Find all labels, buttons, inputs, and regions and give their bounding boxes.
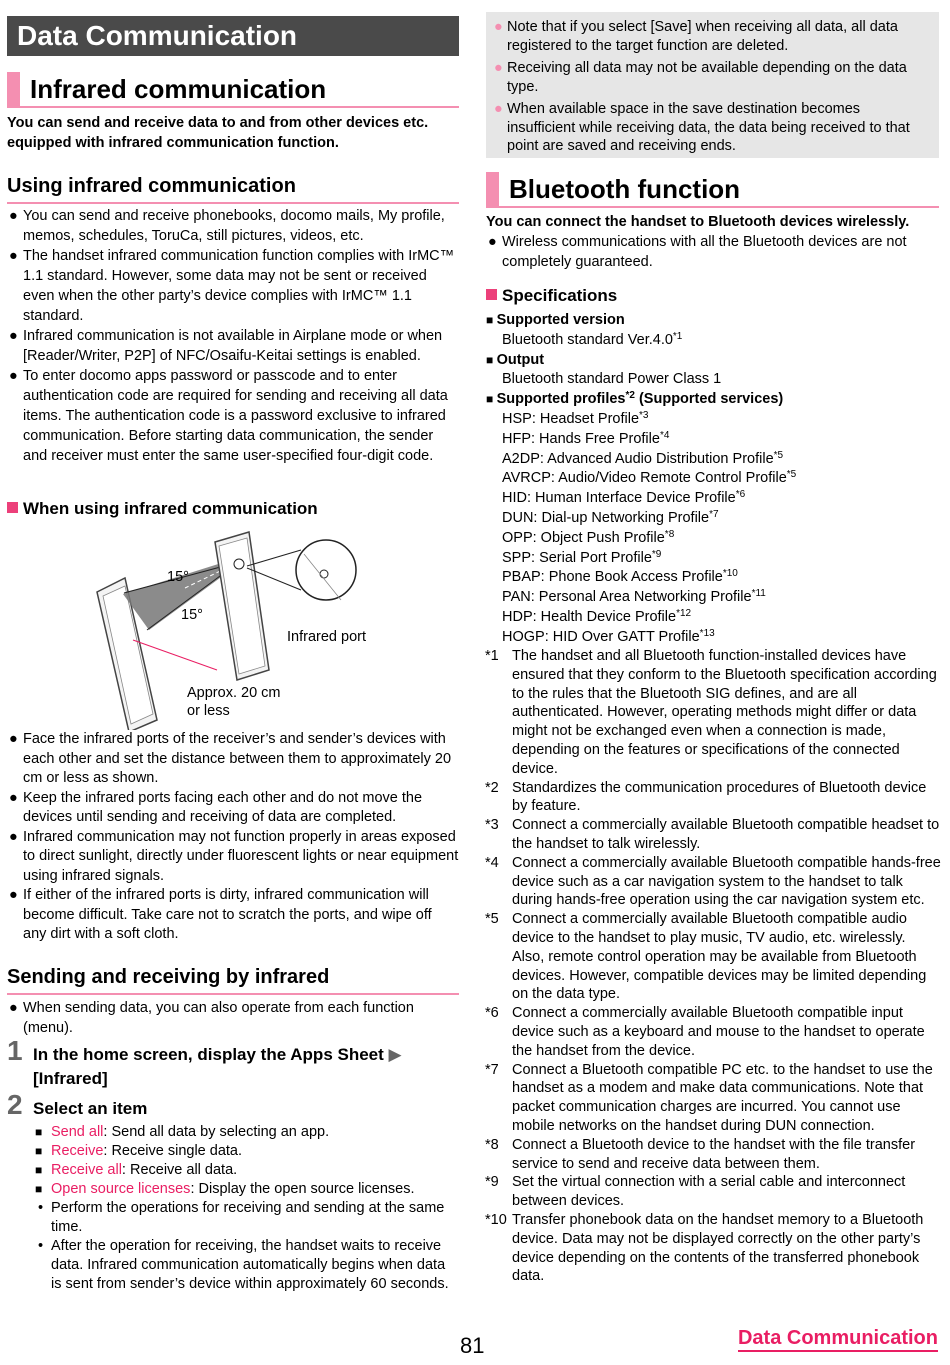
pink-square-icon bbox=[7, 502, 18, 513]
footnotes-list bbox=[486, 647, 941, 1286]
heading-sending-receiving: Sending and receiving by infrared bbox=[7, 966, 459, 995]
infrared-port-label: Infrared port bbox=[287, 629, 366, 645]
list-item: ● Infrared communication is not available in Airplane mode or when [Reader/Writer, P2P] of NFC/Osaifu-Keitai settings is enabled. bbox=[9, 328, 443, 364]
list-item: ● If either of the infrared ports is dirty, infrared communication will become difficult. Take care not to scratch the ports, and wipe off any dirt with a soft cloth. bbox=[9, 887, 432, 942]
bluetooth-lead: You can connect the handset to Bluetooth devices wirelessly. bbox=[486, 214, 910, 230]
step-number: 2 bbox=[7, 1089, 23, 1120]
angle-label-bottom: 15° bbox=[181, 607, 203, 623]
option-send-all[interactable]: ■ Send all: Send all data by selecting an app. bbox=[35, 1124, 330, 1140]
spec-version-value: Bluetooth standard Ver.4.0$^{*1}$ bbox=[502, 330, 683, 348]
profile-item: HSP: Headset Profile$^{*3}$ bbox=[502, 409, 649, 427]
footnote: *7 Connect a Bluetooth compatible PC etc. to the handset to use the handset as a modem and make data communications. Note that packet communication charges are incurred. You cannot use mobile networks on the handset during DUN connection. bbox=[485, 1061, 933, 1134]
profile-item: HOGP: HID Over GATT Profile$^{*13}$ bbox=[502, 627, 715, 645]
spec-output-value: Bluetooth standard Power Class 1 bbox=[502, 371, 722, 388]
profile-item: PAN: Personal Area Networking Profile$^{*11}$ bbox=[502, 588, 766, 606]
footnote: *4 Connect a commercially available Bluetooth compatible hands-free device such as a car navigation system to the handset to talk during hands-free operation using the car navigation system etc. bbox=[485, 854, 941, 909]
option-receive[interactable]: ■ Receive: Receive single data. bbox=[35, 1143, 243, 1159]
sending-list bbox=[7, 998, 459, 1038]
distance-label: Approx. 20 cm or less bbox=[187, 685, 281, 719]
note-item: ● Receiving all data may not be available depending on the data type. bbox=[494, 60, 907, 95]
profile-item: SPP: Serial Port Profile$^{*9}$ bbox=[502, 548, 662, 566]
step-number: 1 bbox=[7, 1035, 23, 1066]
list-item: ● Wireless communications with all the Bluetooth devices are not completely guaranteed. bbox=[488, 234, 907, 270]
angle-label-top: 15° bbox=[167, 569, 189, 585]
profile-item: HID: Human Interface Device Profile$^{*6}$ bbox=[502, 489, 746, 507]
arrow-right-icon: ▶ bbox=[388, 1045, 402, 1064]
footnote: *8 Connect a Bluetooth device to the handset with the file transfer service to send and receive data between them. bbox=[485, 1136, 916, 1172]
distance-line bbox=[133, 640, 217, 670]
heading-specifications: Specifications bbox=[486, 286, 617, 306]
option-list bbox=[35, 1123, 459, 1294]
spec-profiles-label: ■ Supported profiles$^{*2}$ (Supported services) bbox=[486, 390, 784, 408]
footnote: *2 Standardizes the communication procedures of Bluetooth device by feature. bbox=[485, 779, 927, 815]
footnote: *9 Set the virtual connection with a serial cable and interconnect between devices. bbox=[485, 1174, 906, 1210]
option-receive-all[interactable]: ■ Receive all: Receive all data. bbox=[35, 1162, 238, 1178]
list-item: ● The handset infrared communication function complies with IrMC™ 1.1 standard. However, some data may not be sent or received even when the other party’s device complies with IrMC™ 1.1 standard. bbox=[9, 248, 455, 324]
list-item: ● To enter docomo apps password or passcode and to enter authentication code are required for sending and receiving all data items. The authentication code is a password exclusive to infrared communication. Before starting data communication, the sender and receiver must enter the same user-specified four-digit code. bbox=[9, 368, 448, 464]
spec-version-label: ■ Supported version bbox=[486, 312, 625, 328]
section-title-bluetooth: Bluetooth function bbox=[486, 172, 939, 208]
sub-note: • After the operation for receiving, the handset waits to receive data. Infrared communication automatically begins when data is sent from sender’s device within approximately 60 seconds. bbox=[38, 1238, 449, 1292]
footer-chapter-label: Data Communication bbox=[738, 1327, 938, 1352]
step-1-line2: [Infrared] bbox=[33, 1069, 108, 1088]
notes-box bbox=[486, 12, 939, 158]
list-item: ● You can send and receive phonebooks, docomo mails, My profile, memos, schedules, ToruCa, still pictures, videos, etc. bbox=[9, 208, 445, 244]
chapter-title: Data Communication bbox=[7, 16, 459, 56]
when-using-list bbox=[7, 730, 459, 945]
infrared-lead: You can send and receive data to and from other devices etc. equipped with infrared communication function. bbox=[7, 115, 429, 151]
sender-phone-illustration bbox=[215, 532, 269, 680]
footnote: *10 Transfer phonebook data on the handset memory to a Bluetooth device. Data may not be displayed correctly on the other party’s device depending on the contents of the transferred phonebook data. bbox=[485, 1211, 924, 1285]
section-title-infrared: Infrared communication bbox=[7, 72, 459, 108]
profile-item: AVRCP: Audio/Video Remote Control Profile$^{*5}$ bbox=[502, 469, 797, 487]
profile-item: OPP: Object Push Profile$^{*8}$ bbox=[502, 528, 675, 546]
profile-item: PBAP: Phone Book Access Profile$^{*10}$ bbox=[502, 568, 738, 586]
footnote: *5 Connect a commercially available Bluetooth compatible audio device to the handset to play music, TV audio, etc. wirelessly. Also, remote control operation may be available from Bluetooth devices. However, compatible devices may be limited depending on the data type. bbox=[485, 911, 927, 1003]
spec-output-label: ■ Output bbox=[486, 351, 545, 368]
sub-note: • Perform the operations for receiving and sending at the same time. bbox=[38, 1200, 445, 1235]
step-2: 2 Select an item bbox=[7, 1089, 148, 1120]
footnote: *3 Connect a commercially available Bluetooth compatible headset to the handset to talk wirelessly. bbox=[485, 817, 940, 852]
list-item: ● When sending data, you can also operate from each function (menu). bbox=[9, 1000, 414, 1036]
bluetooth-lead-list bbox=[486, 232, 938, 272]
profile-item: HDP: Health Device Profile$^{*12}$ bbox=[502, 607, 692, 625]
footnote: *1 The handset and all Bluetooth function-installed devices have ensured that they conform to the Bluetooth specification according to the rules that the Bluetooth SIG defines, and are all authenticated. However, operating methods might differ or data might not be exchanged even when a connection is made, depending on the features or specifications of the connected device. bbox=[485, 648, 937, 777]
list-item: ● Face the infrared ports of the receiver’s and sender’s devices with each other and set the distance between them to approximately 20 cm or less as shown. bbox=[9, 731, 452, 786]
profile-item: HFP: Hands Free Profile$^{*4}$ bbox=[502, 429, 670, 447]
list-item: ● Keep the infrared ports facing each other and do not move the devices until sending and receiving of data are completed. bbox=[9, 789, 423, 825]
step-1-line1: In the home screen, display the Apps Sheet ▶ bbox=[33, 1045, 402, 1064]
specifications-list bbox=[486, 311, 941, 648]
heading-using-infrared: Using infrared communication bbox=[7, 175, 459, 204]
footnote: *6 Connect a commercially available Bluetooth compatible input device such as a keyboard and mouse to the handset to operate the handset from the device. bbox=[485, 1005, 925, 1059]
option-open-source-licenses[interactable]: ■ Open source licenses: Display the open source licenses. bbox=[35, 1181, 415, 1197]
profile-item: A2DP: Advanced Audio Distribution Profile$^{*5}$ bbox=[502, 449, 784, 467]
pink-square-icon bbox=[486, 289, 497, 300]
heading-when-using: When using infrared communication bbox=[7, 499, 318, 519]
profile-item: DUN: Dial-up Networking Profile$^{*7}$ bbox=[502, 508, 719, 526]
using-infrared-list bbox=[7, 206, 459, 466]
note-item: ● Note that if you select [Save] when receiving all data, all data registered to the target function are deleted. bbox=[494, 19, 898, 54]
page-number: 81 bbox=[460, 1333, 485, 1358]
note-item: ● When available space in the save destination becomes insufficient while receiving data, the data being received to that point are saved and receiving ends. bbox=[494, 101, 910, 154]
step-1 bbox=[7, 1035, 459, 1093]
list-item: ● Infrared communication may not function properly in areas exposed to direct sunlight, directly under fluorescent lights or near equipment using infrared signals. bbox=[9, 828, 459, 884]
